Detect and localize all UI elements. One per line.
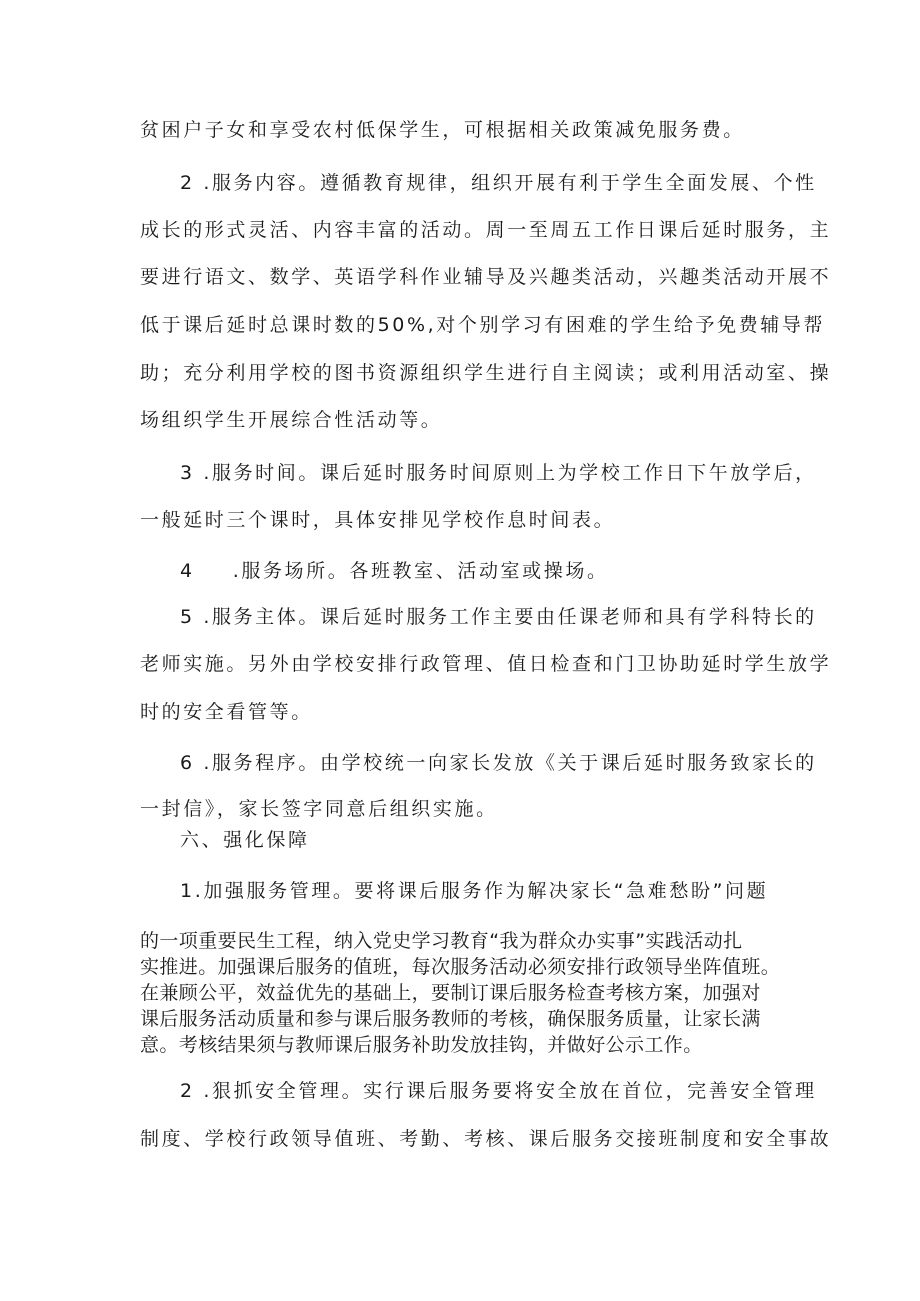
paragraph-line: 5 .服务主体。课后延时服务工作主要由任课老师和具有学科特长的	[180, 606, 817, 628]
paragraph-line: 实推进。加强课后服务的值班，每次服务活动必须安排行政领导坐阵值班。	[140, 956, 781, 978]
paragraph-line: 低于课后延时总课时数的50%,对个别学习有困难的学生给予免费辅导帮	[140, 314, 826, 336]
paragraph-line: 意。考核结果须与教师课后服务补助发放挂钩，并做好公示工作。	[140, 1034, 703, 1056]
paragraph-line: 2 .服务内容。遵循教育规律，组织开展有利于学生全面发展、个性	[180, 172, 817, 194]
paragraph-line: 要进行语文、数学、英语学科作业辅导及兴趣类活动，兴趣类活动开展不	[140, 266, 832, 288]
paragraph-line: 在兼顾公平，效益优先的基础上，要制订课后服务检查考核方案，加强对	[140, 982, 761, 1004]
paragraph-line: 制度、学校行政领导值班、考勤、考核、课后服务交接班制度和安全事故	[140, 1128, 832, 1150]
paragraph-line: 的一项重要民生工程，纳入党史学习教育“我为群众办实事”实践活动扎	[140, 930, 743, 952]
paragraph-line: 场组织学生开展综合性活动等。	[140, 409, 443, 431]
paragraph-line: 老师实施。另外由学校安排行政管理、值日检查和门卫协助延时学生放学	[140, 653, 832, 675]
paragraph-line: 一封信》，家长签字同意后组织实施。	[140, 798, 498, 820]
paragraph-line: 6 .服务程序。由学校统一向家长发放《关于课后延时服务致家长的	[180, 752, 817, 774]
paragraph-line: 1.加强服务管理。要将课后服务作为解决家长“急难愁盼”问题	[180, 880, 769, 902]
paragraph-line: 一般延时三个课时，具体安排见学校作息时间表。	[140, 509, 616, 531]
paragraph-line: 课后服务活动质量和参与课后服务教师的考核，确保服务质量，让家长满	[140, 1008, 761, 1030]
paragraph-line: 时的安全看管等。	[140, 701, 313, 723]
item-text: .服务场所。各班教室、活动室或操场。	[232, 560, 609, 582]
paragraph-line: 成长的形式灵活、内容丰富的活动。周一至周五工作日课后延时服务，主	[140, 219, 832, 241]
paragraph-line	[180, 559, 609, 583]
paragraph-line: 助；充分利用学校的图书资源组织学生进行自主阅读；或利用活动室、操	[140, 362, 832, 384]
paragraph-line: 3 .服务时间。课后延时服务时间原则上为学校工作日下午放学后，	[180, 462, 817, 484]
paragraph-line: 贫困户子女和享受农村低保学生，可根据相关政策减免服务费。	[140, 119, 745, 141]
paragraph-line: 2 .狠抓安全管理。实行课后服务要将安全放在首位，完善安全管理	[180, 1080, 817, 1102]
item-number: 4	[180, 560, 195, 582]
section-heading: 六、强化保障	[180, 829, 310, 851]
